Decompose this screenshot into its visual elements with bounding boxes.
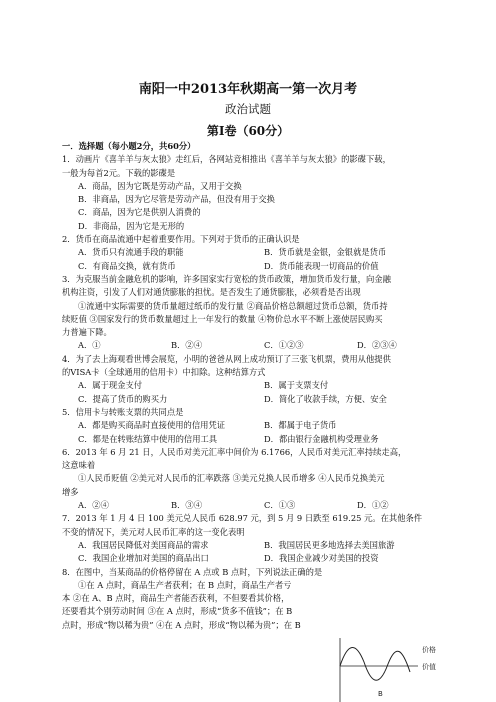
q2-option-b: B．货币就是金银，金银就是货币 — [264, 247, 387, 258]
q2-stem: 2．货币在商品流通中起着重要作用。下列对于货币的正确认识是 — [62, 234, 300, 245]
q6-item-1: ①人民币贬值 ②美元对人民币的汇率跌落 ③美元兑换人民币增多 ④人民币兑换美元 — [78, 473, 385, 484]
question-body — [62, 140, 450, 632]
exam-subject: 政治试题 — [225, 102, 271, 116]
q1-option-d: D．非商品，因为它是无形的 — [78, 220, 185, 231]
q6-options — [62, 499, 450, 512]
q7-option-b: B．我国居民更多地选择去美国旅游 — [264, 539, 395, 550]
q2-options-row-1 — [62, 246, 450, 259]
q7-options-row-2 — [62, 552, 450, 565]
q8-line-4: 点时，形成“物以稀为贵” ④在 A 点时，形成“物以稀为贵”；在 B — [62, 619, 301, 630]
q5-option-c: C．都是在转账结算中使用的信用工具 — [78, 433, 218, 444]
q5-stem: 5．信用卡与转账支票的共同点是 — [62, 406, 184, 417]
q3-option-d: D．②③④ — [357, 340, 397, 351]
q3-item-2: 续贬值 ③国家发行的货币数量超过上一年发行的数量 ④物价总水平不断上涨使居民购买 — [62, 313, 383, 324]
q1-stem-2: 一般为每首2元。下载的影碟是 — [62, 167, 176, 178]
q8-line-3: 还要看其个别劳动时间 ③在 A 点时，形成“货多不值钱”；在 B — [62, 606, 293, 617]
q4-option-b: B．属于支票支付 — [264, 380, 329, 391]
q5-options-row-2 — [62, 433, 450, 446]
price-value-chart — [326, 638, 446, 702]
q6-stem-1: 6．2013 年 6 月 21 日，人民币对美元汇率中间价为 6.1766，人民币对美元汇率持续走高， — [62, 446, 407, 457]
q1-option-a: A．商品，因为它既是劳动产品，又用于交换 — [78, 180, 242, 191]
q5-options-row-1 — [62, 419, 450, 432]
q2-options-row-2 — [62, 260, 450, 273]
q3-stem-1: 3．为克服当前金融危机的影响，许多国家实行宽松的货币政策，增加货币发行量，向金融 — [62, 273, 391, 284]
q2-option-a: A．货币只有流通手段的职能 — [78, 247, 184, 258]
q4-stem-1: 4．为了去上海观看世博会展览，小明的爸爸从网上成功预订了三张飞机票，费用从他提供 — [62, 353, 391, 364]
value-label: 价值 — [422, 663, 436, 671]
q1-option-b: B．非商品，因为它尽管是劳动产品，但没有用于交换 — [78, 194, 275, 205]
q8-stem: 8．在图中，当某商品的价格停留在 A 点或 B 点时，下列说法正确的是 — [62, 566, 323, 577]
q4-option-d: D．简化了收款手续，方便、安全 — [264, 393, 387, 404]
q6-stem-2: 这意味着 — [62, 460, 96, 471]
q7-stem-2: 不变的情况下，美元对人民币汇率的这一变化表明 — [62, 526, 245, 537]
q7-stem-1: 7．2013 年 1 月 4 日 100 美元兑人民币 628.97 元，到 5 月 9 日跌至 619.25 元。在其他条件 — [62, 513, 423, 524]
q4-option-c: C．提高了货币的购买力 — [78, 393, 168, 404]
q3-item-1: ①流通中实际需要的货币量超过纸币的发行量 ②商品价格总额超过货币总额，货币持 — [78, 300, 388, 311]
price-label: 价格 — [422, 646, 436, 654]
q2-option-c: C．有商品交换，就有货币 — [78, 260, 176, 271]
q3-stem-2: 机构注资，引发了人们对通货膨胀的担忧。是否发生了通货膨胀，必须看是否出现 — [62, 287, 361, 298]
q8-line-2: 本 ②在 A、B 点时，商品生产者能否获利，不但要看其价格， — [62, 593, 290, 604]
q4-stem-2: 的VISA卡（全球通用的信用卡）中扣除。这种结算方式 — [62, 367, 266, 378]
price-curve — [340, 647, 410, 680]
q6-option-b: B．③④ — [171, 500, 202, 511]
q7-options-row-1 — [62, 539, 450, 552]
q5-option-d: D．都由银行金融机构受理业务 — [264, 433, 379, 444]
exam-part: 第Ⅰ卷（60分） — [206, 124, 290, 138]
q1-stem-1: 1．动画片《喜羊羊与灰太狼》走红后，各网站竞相推出《喜羊羊与灰太狼》的影碟下载， — [62, 154, 391, 165]
q4-options-row-1 — [62, 379, 450, 392]
q4-options-row-2 — [62, 393, 450, 406]
q3-option-b: B．②④ — [171, 340, 202, 351]
point-b-label: B — [378, 690, 383, 698]
q1-option-c: C．商品，因为它是供别人消费的 — [78, 207, 201, 218]
q6-option-c: C．①③ — [264, 500, 296, 511]
q3-options — [62, 339, 450, 352]
q7-option-d: D．我国企业减少对美国的投资 — [264, 553, 379, 564]
exam-title: 南阳一中2013年秋期高一第一次月考 — [138, 82, 358, 97]
q3-item-3: 力普遍下降。 — [62, 327, 112, 338]
q6-option-a: A．②④ — [78, 500, 109, 511]
q3-option-c: C．①②③ — [264, 340, 304, 351]
q3-option-a: A．① — [78, 340, 101, 351]
q5-option-a: A．都是购买商品时直接使用的信用凭证 — [78, 420, 226, 431]
section-heading: 一．选择题（每小题2分，共60分） — [62, 141, 196, 151]
q7-option-a: A．我国居民降低对美国商品的需求 — [78, 539, 209, 550]
q2-option-d: D．货币能表现一切商品的价值 — [264, 260, 379, 271]
q6-item-2: 增多 — [62, 486, 79, 497]
q6-option-d: D．①② — [357, 500, 389, 511]
q4-option-a: A．属于现金支付 — [78, 380, 143, 391]
q5-option-b: B．都属于电子货币 — [264, 420, 337, 431]
q8-line-1: ①在 A 点时，商品生产者获利；在 B 点时，商品生产者亏 — [78, 579, 292, 590]
q7-option-c: C．我国企业增加对美国的商品出口 — [78, 553, 209, 564]
